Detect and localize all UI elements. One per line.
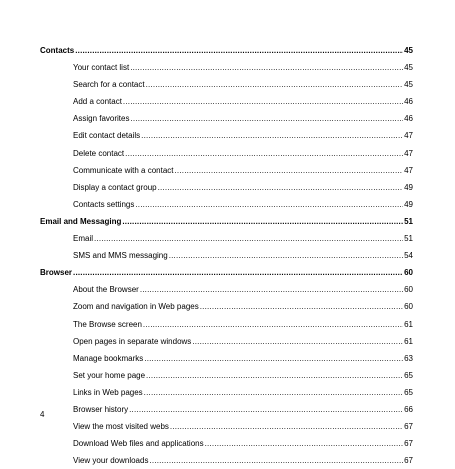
toc-entry-page: 51 — [404, 216, 413, 226]
toc-entry-page: 61 — [404, 336, 413, 346]
toc-leader-dots — [122, 213, 403, 230]
toc-entry-title: Contacts — [40, 46, 75, 55]
toc-entry-title: Search for a contact — [73, 80, 145, 90]
toc-leader-dots — [175, 162, 404, 179]
toc-entry-page: 67 — [404, 439, 413, 449]
toc-entry-title: Zoom and navigation in Web pages — [73, 302, 199, 312]
toc-entry-page: 45 — [404, 63, 413, 73]
toc-entry-page: 47 — [404, 165, 413, 175]
toc-entry-page: 51 — [404, 234, 413, 244]
toc-entry-title: The Browse screen — [73, 319, 142, 329]
toc-entry-page: 47 — [404, 131, 413, 141]
toc-entry-title: View your downloads — [73, 456, 149, 466]
toc-entry-page: 60 — [404, 268, 413, 278]
toc-leader-dots — [158, 179, 403, 196]
toc-entry[interactable] — [40, 418, 413, 435]
toc-leader-dots — [170, 418, 403, 435]
toc-entry[interactable] — [40, 401, 413, 418]
toc-entry-title: Communicate with a contact — [73, 165, 174, 175]
toc-entry[interactable] — [40, 333, 413, 350]
toc-leader-dots — [94, 230, 403, 247]
toc-entry-title: Links in Web pages — [73, 387, 143, 397]
toc-entry[interactable] — [40, 76, 413, 93]
toc-leader-dots — [192, 333, 403, 350]
toc-entry-page: 67 — [404, 456, 413, 466]
toc-entry[interactable] — [40, 59, 413, 76]
toc-entry-page: 46 — [404, 114, 413, 124]
toc-entry[interactable] — [40, 384, 413, 401]
toc-entry[interactable] — [40, 247, 413, 264]
toc-entry-page: 67 — [404, 422, 413, 432]
toc-leader-dots — [129, 401, 403, 418]
toc-leader-dots — [140, 281, 403, 298]
toc-leader-dots — [135, 196, 403, 213]
toc-leader-dots — [125, 145, 403, 162]
toc-entry-page: 65 — [404, 370, 413, 380]
toc-leader-dots — [144, 350, 403, 367]
toc-entry[interactable] — [40, 179, 413, 196]
toc-entry[interactable] — [40, 145, 413, 162]
toc-entry-title: Email — [73, 234, 94, 244]
toc-leader-dots — [130, 110, 403, 127]
toc-entry-title: Edit contact details — [73, 131, 141, 141]
toc-leader-dots — [141, 127, 403, 144]
toc-entry-title: Download Web files and applications — [73, 439, 204, 449]
toc-entry-title: Manage bookmarks — [73, 353, 144, 363]
toc-entry-page: 49 — [404, 199, 413, 209]
toc-entry-title: Email and Messaging — [40, 216, 122, 226]
toc-entry-title: Delete contact — [73, 148, 125, 158]
toc-leader-dots — [143, 316, 403, 333]
toc-entry-title: Browser history — [73, 404, 129, 414]
toc-entry-page: 65 — [404, 387, 413, 397]
toc-entry-page: 46 — [404, 97, 413, 107]
toc-leader-dots — [205, 435, 403, 452]
toc-entry-title: Add a contact — [73, 97, 122, 107]
toc-entry-page: 45 — [404, 46, 413, 55]
toc-leader-dots — [73, 264, 403, 281]
table-of-contents — [40, 42, 413, 469]
toc-entry[interactable] — [40, 162, 413, 179]
toc-entry[interactable] — [40, 316, 413, 333]
toc-leader-dots — [130, 59, 403, 76]
toc-entry[interactable] — [40, 367, 413, 384]
toc-entry-page: 47 — [404, 148, 413, 158]
toc-entry-title: View the most visited webs — [73, 422, 169, 432]
toc-entry-title: Assign favorites — [73, 114, 130, 124]
toc-entry-title: Display a contact group — [73, 182, 157, 192]
toc-entry[interactable] — [40, 93, 413, 110]
toc-entry-page: 45 — [404, 80, 413, 90]
toc-leader-dots — [200, 298, 403, 315]
toc-entry-title: Contacts settings — [73, 199, 135, 209]
page-number: 4 — [40, 410, 45, 419]
toc-entry-page: 66 — [404, 404, 413, 414]
toc-leader-dots — [144, 384, 403, 401]
toc-entry[interactable] — [40, 230, 413, 247]
toc-leader-dots — [123, 93, 403, 110]
toc-entry[interactable] — [40, 435, 413, 452]
toc-entry-title: Open pages in separate windows — [73, 336, 192, 346]
toc-leader-dots — [75, 42, 403, 59]
toc-entry-title: Browser — [40, 268, 73, 278]
toc-entry-page: 60 — [404, 302, 413, 312]
toc-entry-title: SMS and MMS messaging — [73, 251, 168, 261]
toc-entry[interactable] — [40, 213, 413, 230]
toc-leader-dots — [146, 367, 403, 384]
toc-entry[interactable] — [40, 350, 413, 367]
toc-entry[interactable] — [40, 196, 413, 213]
toc-entry[interactable] — [40, 281, 413, 298]
toc-entry-title: About the Browser — [73, 285, 139, 295]
toc-entry-title: Your contact list — [73, 63, 130, 73]
toc-entry-page: 63 — [404, 353, 413, 363]
toc-entry-page: 49 — [404, 182, 413, 192]
toc-entry-page: 60 — [404, 285, 413, 295]
toc-entry-title: Set your home page — [73, 370, 146, 380]
toc-entry[interactable] — [40, 110, 413, 127]
toc-entry-page: 54 — [404, 251, 413, 261]
toc-entry-page: 61 — [404, 319, 413, 329]
toc-leader-dots — [146, 76, 404, 93]
toc-entry[interactable] — [40, 264, 413, 281]
toc-leader-dots — [169, 247, 403, 264]
toc-entry[interactable] — [40, 127, 413, 144]
toc-entry[interactable] — [40, 42, 413, 59]
toc-entry[interactable] — [40, 298, 413, 315]
